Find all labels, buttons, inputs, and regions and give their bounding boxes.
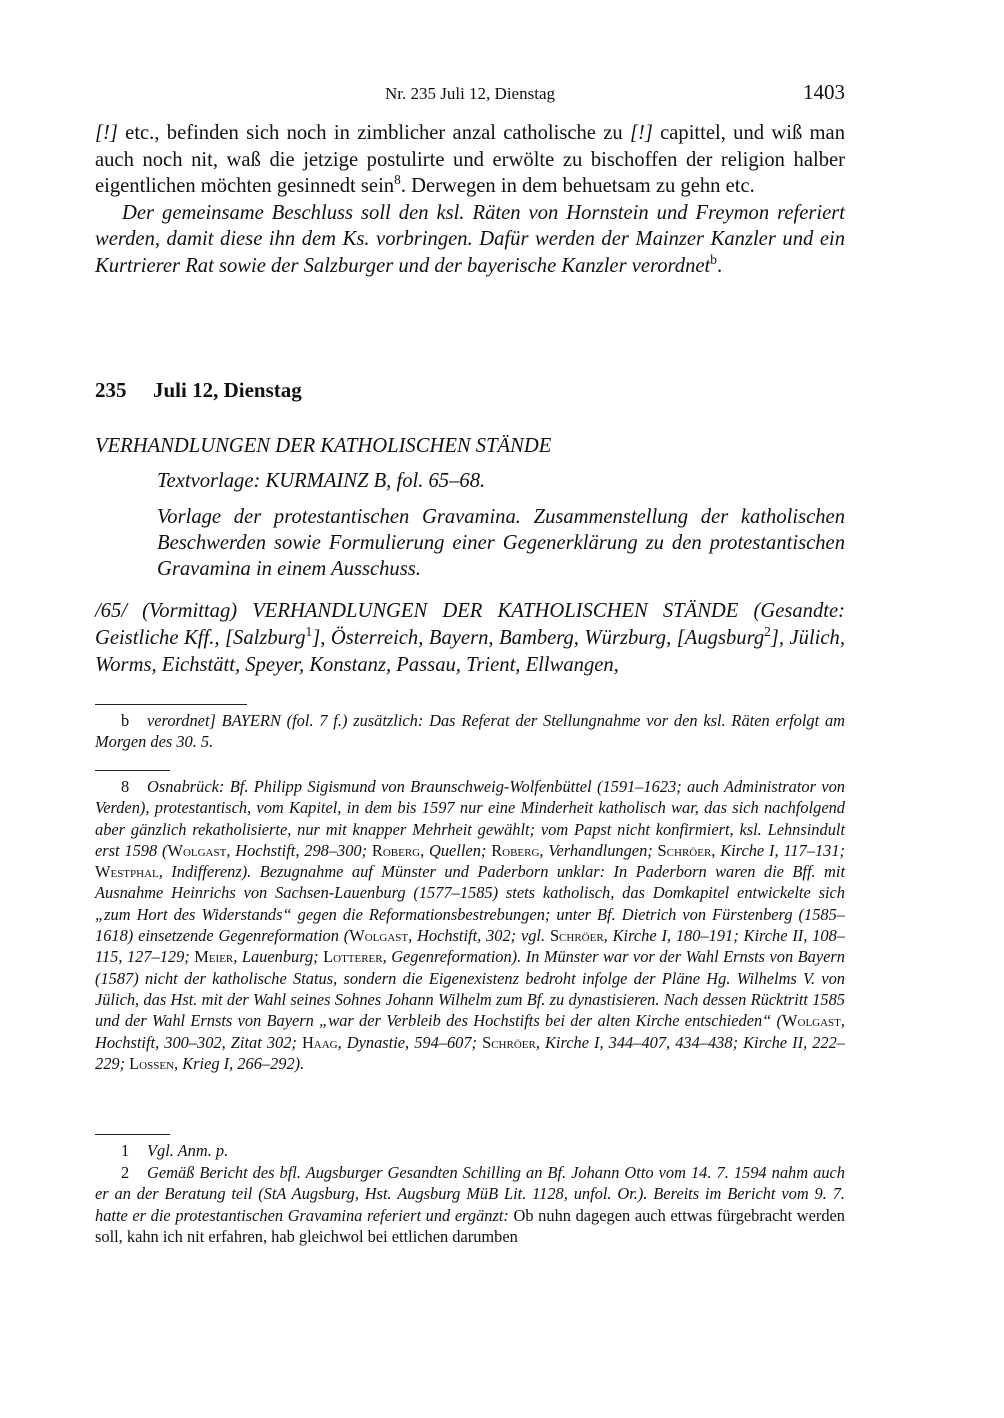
footnote-1 <box>95 1140 845 1161</box>
footnote-text: , Hochstift, 298–300; <box>226 840 372 860</box>
intro-paragraph-2 <box>95 200 845 280</box>
section-summary: Vorlage der protestantischen Gravamina. Zusammenstellung der katholischen Beschwerden sowie Formulierung einer Gegenerklärung zu den protestantischen Gravamina in einem Ausschuss. <box>157 506 845 580</box>
author-name: Schröer <box>482 1032 536 1052</box>
text-span: ], Jülich, Worms, Eichstätt, Speyer, Konstanz, Passau, Trient, Ellwangen, <box>95 627 845 676</box>
footnote-b <box>95 710 845 753</box>
footnote-ref: 2 <box>764 624 771 640</box>
author-name: Westphal <box>95 862 159 882</box>
text-span: etc., befinden sich noch in zimblicher anzal catholische zu <box>117 122 630 144</box>
author-name: Wolgast <box>349 926 409 946</box>
section-label: VERHANDLUNGEN DER KATHOLISCHEN STÄNDE <box>95 435 552 457</box>
section-heading <box>95 378 845 403</box>
text-span: Der gemeinsame Beschluss soll den ksl. Räten von Hornstein und Freymon referiert werden, damit diese ihn dem Ks. vorbringen. Dafür werden der Mainzer Kanzler und ein Kurtrierer Rat sowie der Salzburger und der bayerische Kanzler verordnet <box>95 201 845 277</box>
author-name: Schröer <box>549 926 604 946</box>
footnote-2 <box>95 1162 845 1247</box>
footnote-text: , Dynastie, 594–607; <box>337 1032 483 1052</box>
author-name: Wolgast <box>167 840 227 860</box>
page-number: 1403 <box>803 80 845 104</box>
quoted-source: Ob nuhn dagegen auch ettwas fürgebracht werden soll, kahn ich nit erfahren, hab gleichwol bei ettlichen darumben <box>95 1205 845 1246</box>
text-span: /65/ (Vormittag) VERHANDLUNGEN DER KATHOLISCHEN STÄNDE (Gesandte: Geistliche Kff., [Salzburg <box>95 600 845 649</box>
footnote-ref: 1 <box>305 624 313 640</box>
editorial-mark: [!] <box>95 122 118 144</box>
footnote-text: verordnet] BAYERN (fol. 7 f.) zusätzlich: Das Referat der Stellungnahme vor den ksl. Räten erfolgt am Morgen des 30. 5. <box>95 711 845 752</box>
footnote-mark: 8 <box>121 777 130 796</box>
text-span: capittel, und wiß man auch noch nit, waß die jetzige postulirte und erwölte zu bischoffen der religion halber eigentlichen möchten gesinnedt sein <box>95 122 845 197</box>
footnote-8 <box>95 776 845 1074</box>
footnote-text: , Indifferenz). Bezugnahme auf Münster und Paderborn unklar: In Paderborn waren die Bff. mit Ausnahme Heinrichs von Sachsen-Lauenburg (1577–1585) stets katholisch, das Domkapitel entwickelte sich „zum Hort des Widerstands“ gegen die Reformationsbestrebungen; unter Bf. Dietrich von Fürstenberg (1585–1618) einsetzende Gegenreformation ( <box>95 862 845 946</box>
footnote-divider <box>95 1134 170 1135</box>
footnote-text: , Gegenreformation). In Münster war vor der Wahl Ernsts von Bayern (1587) nicht der katholische Status, sondern die Eigenexistenz bedroht infolge der Pläne Hg. Wilhelms V. von Jülich, das Hst. mit der Wahl seines Sohnes Johann Wilhelm zum Bf. zu dynastisieren. Nach dessen Rücktritt 1585 und der Wahl Ernsts von Bayern „war der Verbleib des Hochstifts bei der alten Kirche entschieden“ ( <box>95 947 845 1031</box>
intro-paragraphs <box>95 120 845 279</box>
author-name: Meier <box>194 947 234 967</box>
text-span: . Derwegen in dem behuetsam zu gehn etc. <box>400 175 755 197</box>
section-title: Juli 12, Dienstag <box>153 378 302 402</box>
text-span: . <box>716 254 723 277</box>
author-name: Lossen <box>129 1053 175 1073</box>
intro-paragraph-1 <box>95 120 845 200</box>
footnote-text: Gemäß Bericht des bfl. Augsburger Gesandten Schilling an Bf. Johann Otto vom 14. 7. 1594 nahm auch er an der Beratung teil (StA Augsburg, Hst. Augsburg MüB Lit. 1128, unfol. Or.). Bereits im Bericht vom 9. 7. hatte er die protestantischen Gravamina referiert und ergänzt: <box>95 1163 845 1225</box>
footnote-text: , Verhandlungen; <box>539 840 658 860</box>
author-name: Schröer <box>657 840 712 860</box>
text-span: ], Österreich, Bayern, Bamberg, Würzburg, [Augsburg <box>312 627 765 649</box>
footnote-text: Vgl. Anm. p. <box>147 1141 229 1160</box>
page-header <box>95 80 845 108</box>
footnote-text: , Hochstift, 302; vgl. <box>408 926 550 946</box>
section-number: 235 <box>95 378 127 402</box>
footnote-text: , Quellen; <box>420 840 492 860</box>
text-source: Textvorlage: KURMAINZ B, fol. 65–68. <box>157 470 486 492</box>
opening-paragraph <box>95 598 845 679</box>
footnote-text: Osnabrück: Bf. Philipp Sigismund von Braunschweig-Wolfenbüttel (1591–1623; auch Administrator von Verden), protestantisch, vom Kapitel, in dem bis 1597 nur eine Minderheit katholisch war, das sich nachfolgend aber gänzlich rekatholisierte, nur mit knapper Mehrheit gewählt; vom Papst nicht konfirmiert, ksl. Lehnsindult erst 1598 ( <box>95 777 845 860</box>
footnote-mark: 1 <box>121 1141 130 1160</box>
footnote-text: , Kirche I, 180–191; Kirche II, 108–115, 127–129; <box>95 926 845 967</box>
footnote-ref: 8 <box>394 172 401 188</box>
author-name: Roberg <box>371 840 421 860</box>
footnote-text: , Lauenburg; <box>233 947 324 967</box>
footnote-ref: b <box>710 251 717 267</box>
editorial-mark: [!] <box>629 122 653 144</box>
footnote-divider <box>95 770 170 771</box>
footnote-divider <box>95 704 247 705</box>
summary-note <box>95 504 845 582</box>
author-name: Wolgast <box>782 1011 841 1031</box>
source-note <box>95 468 845 494</box>
author-name: Lotterer <box>323 947 383 967</box>
author-name: Haag <box>301 1032 338 1052</box>
footnote-text: , Kirche I, 344–407, 434–438; Kirche II, 222–229; <box>95 1032 846 1073</box>
footnote-text: , Krieg I, 266–292). <box>174 1053 305 1073</box>
footnote-text: , Kirche I, 117–131; <box>711 840 845 860</box>
running-head: Nr. 235 Juli 12, Dienstag <box>385 84 555 103</box>
footnote-mark: 2 <box>121 1163 130 1182</box>
footnote-text: , Hochstift, 300–302, Zitat 302; <box>95 1011 845 1052</box>
author-name: Roberg <box>491 840 540 860</box>
footnote-mark: b <box>121 711 130 730</box>
